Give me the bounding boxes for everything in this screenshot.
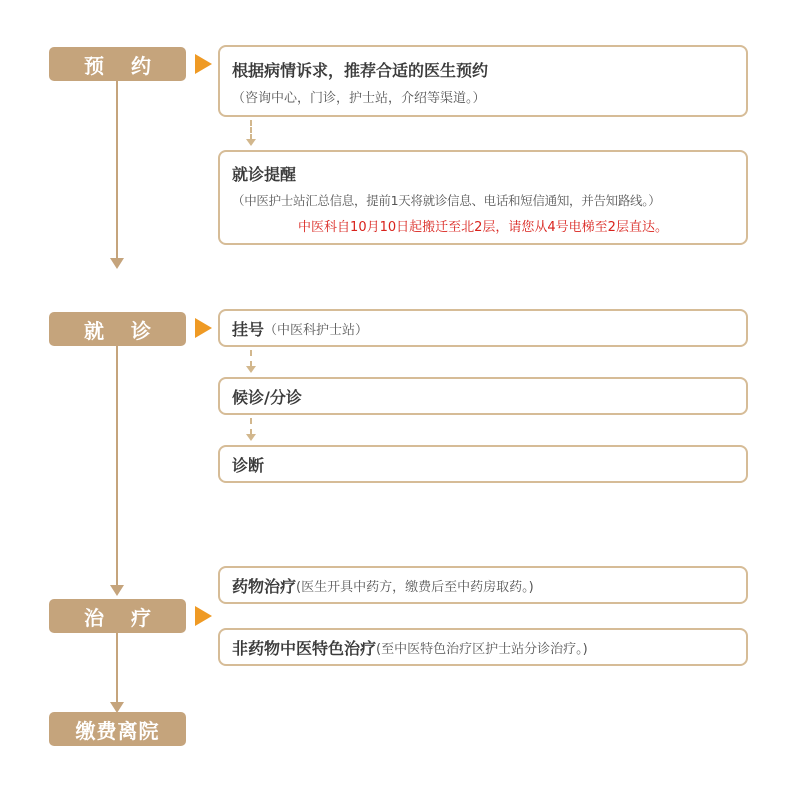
stage-treatment: 治 疗 bbox=[49, 599, 186, 633]
dashed-arrow-1-icon bbox=[246, 139, 256, 146]
drug-treatment-title: 药物治疗 bbox=[232, 576, 297, 596]
registration-title: 挂号 bbox=[232, 319, 265, 339]
drug-treatment-box bbox=[218, 566, 748, 604]
non-drug-treatment-box bbox=[218, 628, 748, 666]
diagnosis-box bbox=[218, 445, 748, 483]
main-flow-line-1 bbox=[116, 80, 118, 258]
pointer-treatment-icon bbox=[195, 606, 212, 626]
flow-arrow-2-icon bbox=[110, 585, 124, 596]
dashed-connector-1 bbox=[250, 120, 252, 140]
waiting-triage-title: 候诊/分诊 bbox=[232, 387, 302, 407]
dashed-arrow-2-icon bbox=[246, 366, 256, 373]
visit-reminder-box bbox=[218, 150, 748, 245]
recommend-doctor-box bbox=[218, 45, 748, 117]
pointer-appointment-icon bbox=[195, 54, 212, 74]
waiting-triage-box bbox=[218, 377, 748, 415]
flow-arrow-1-icon bbox=[110, 258, 124, 269]
relocation-notice: 中医科自10月10日起搬迁至北2层，请您从4号电梯至2层直达。 bbox=[298, 220, 668, 235]
stage-checkout: 缴费离院 bbox=[49, 712, 186, 746]
stage-appointment: 预 约 bbox=[49, 47, 186, 81]
visit-reminder-title: 就诊提醒 bbox=[232, 165, 297, 184]
stage-visit: 就 诊 bbox=[49, 312, 186, 346]
main-flow-line-2 bbox=[116, 345, 118, 585]
dashed-arrow-3-icon bbox=[246, 434, 256, 441]
pointer-visit-icon bbox=[195, 318, 212, 338]
registration-location: （中医科护士站） bbox=[264, 322, 369, 338]
registration-box bbox=[218, 309, 748, 347]
recommend-doctor-title: 根据病情诉求，推荐合适的医生预约 bbox=[232, 61, 489, 80]
drug-treatment-note: (医生开具中药方，缴费后至中药房取药。) bbox=[296, 579, 534, 595]
recommend-doctor-channels: （咨询中心，门诊，护士站，介绍等渠道。） bbox=[232, 91, 486, 106]
non-drug-treatment-note: (至中医特色治疗区护士站分诊治疗。) bbox=[376, 641, 588, 657]
dashed-connector-3 bbox=[250, 418, 252, 435]
non-drug-treatment-title: 非药物中医特色治疗 bbox=[232, 638, 377, 658]
diagnosis-title: 诊断 bbox=[232, 455, 265, 475]
visit-reminder-note: （中医护士站汇总信息，提前1天将就诊信息、电话和短信通知，并告知路线。） bbox=[232, 193, 661, 208]
main-flow-line-3 bbox=[116, 632, 118, 702]
dashed-connector-2 bbox=[250, 350, 252, 367]
